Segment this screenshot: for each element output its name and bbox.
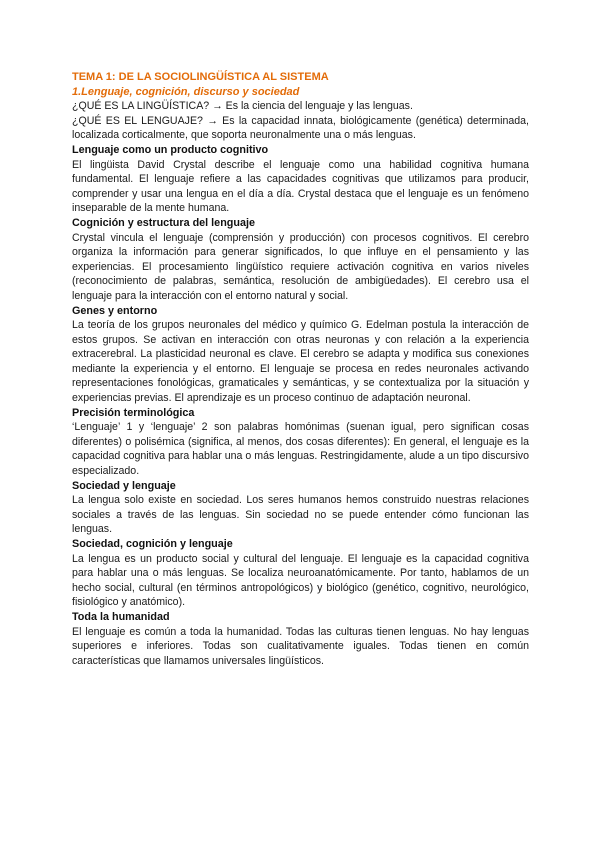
intro-question-lenguaje: ¿QUÉ ES EL LENGUAJE? → Es la capacidad innata, biológicamente (genética) determinada, localizada corticalmente, que soporta neuronalmente una o más lenguas. <box>72 114 529 142</box>
document-subtitle: 1.Lenguaje, cognición, discurso y sociedad <box>72 85 300 98</box>
section-heading: Precisión terminológica <box>72 406 195 419</box>
section-heading: Cognición y estructura del lenguaje <box>72 216 255 229</box>
section-heading: Lenguaje como un producto cognitivo <box>72 143 269 156</box>
section-paragraph: ‘Lenguaje’ 1 y ‘lenguaje’ 2 son palabras homónimas (suenan igual, pero significan cosas diferentes) o polisémica (significa, al menos, dos cosas diferentes): En general, el lenguaje es la capacidad cognitiva para hablar una o más lenguas. Restringidamente, alude a un tipo discursivo especializado. <box>72 421 529 478</box>
section-paragraph: La lengua solo existe en sociedad. Los seres humanos hemos construido nuestras relaciones sociales a través de las lenguas. Sin sociedad no se puede entender cómo funcionan las lenguas. <box>72 494 529 536</box>
section-paragraph: El lingüista David Crystal describe el lenguaje como una habilidad cognitiva humana fundamental. El lenguaje refiere a las capacidades cognitivas que utilizamos para producir, comprender y usar una lengua en el día a día. Crystal destaca que el lenguaje es un fenómeno inseparable de la mente humana. <box>72 158 529 215</box>
section-heading: Sociedad y lenguaje <box>72 479 176 492</box>
section-paragraph: La lengua es un producto social y cultural del lenguaje. El lenguaje es la capacidad cognitiva para hablar una o más lenguas. Se localiza neuroanatómicamente. Por tanto, hablamos de un hecho social, cultural (en términos antropológicos) y biológico (genético, cognitivo, neurológico, fisiológico y anatómico). <box>72 552 529 609</box>
section-paragraph: Crystal vincula el lenguaje (comprensión y producción) con procesos cognitivos. El cerebro organiza la información para generar significados, lo que influye en el pensamiento y las experiencias. El procesamiento lingüístico requiere activación cognitiva en varios niveles (reconocimiento de palabras, semántica, resolución de ambigüedades). El cerebro usa el lenguaje para la interacción con el entorno natural y social. <box>72 231 529 302</box>
section-paragraph: El lenguaje es común a toda la humanidad. Todas las culturas tienen lenguas. No hay lenguas superiores e inferiores. Todas son cualitativamente iguales. Todas tienen en común características que llamamos universales lingüísticos. <box>72 625 529 667</box>
section-heading: Genes y entorno <box>72 304 158 317</box>
section-paragraph: La teoría de los grupos neuronales del médico y químico G. Edelman postula la interacción de estos grupos. Se activan en interacción con otras neuronas y con relación a la experiencia extracerebral. La plasticidad neuronal es clave. El cerebro se adapta y modifica sus conexiones mediante la experiencia y el entorno. El lenguaje se procesa en redes neuronales activando representaciones fonológicas, gramaticales y semánticas, y se contextualiza por la situación y experiencias previas. El aprendizaje es un proceso continuo de adaptación neuronal. <box>72 319 529 405</box>
document-title: TEMA 1: DE LA SOCIOLINGÜÍSTICA AL SISTEMA <box>72 71 329 83</box>
section-heading: Toda la humanidad <box>72 610 170 623</box>
document-page <box>72 70 529 668</box>
intro-question-linguistica: ¿QUÉ ES LA LINGÜÍSTICA? → Es la ciencia del lenguaje y las lenguas. <box>72 100 413 113</box>
section-heading: Sociedad, cognición y lenguaje <box>72 538 233 550</box>
